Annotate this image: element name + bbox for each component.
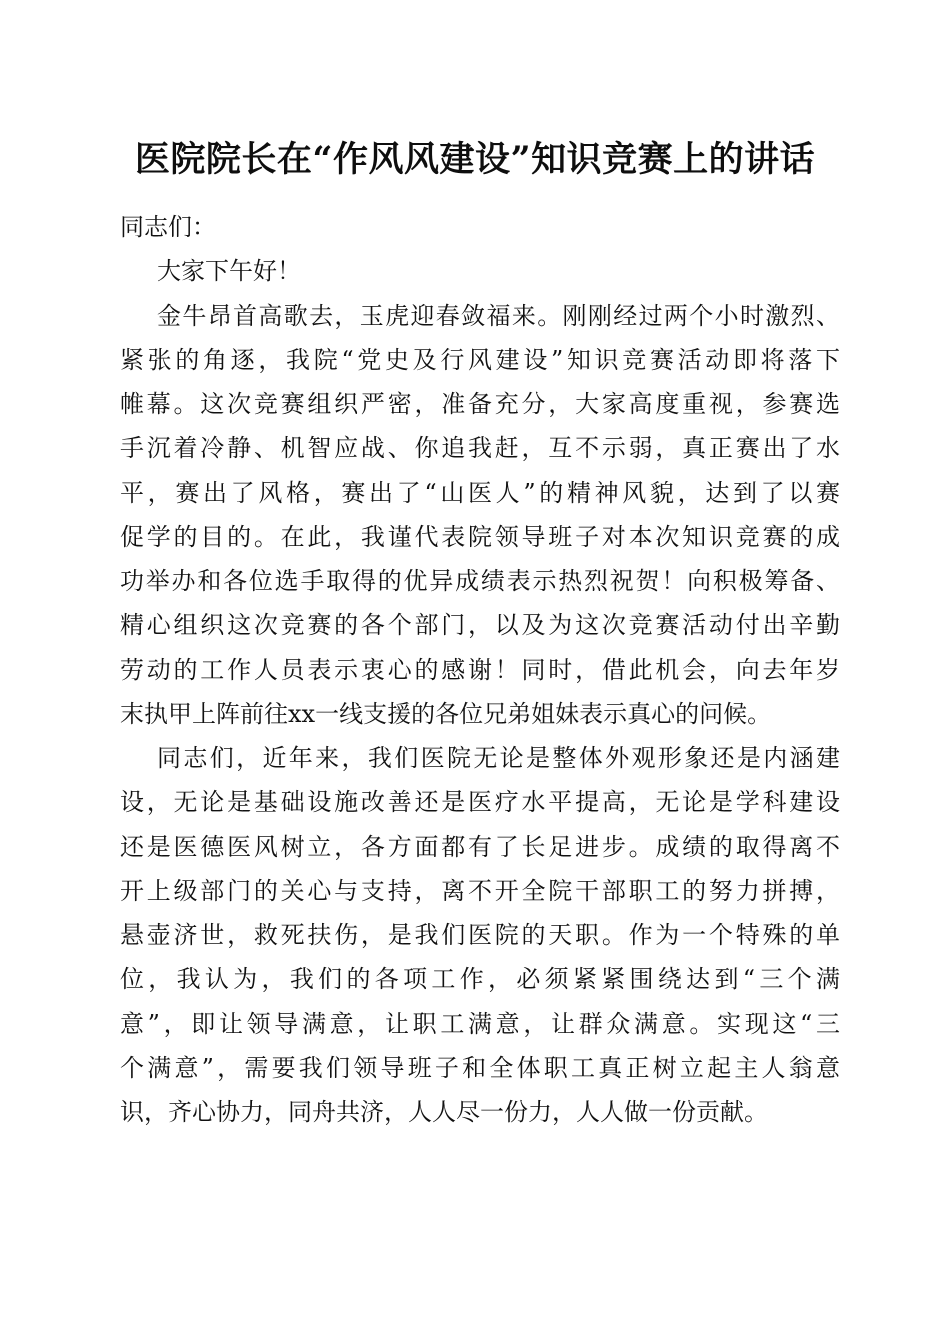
paragraph-2-line: 意”，即让领导满意，让职工满意，让群众满意。实现这“三 [120,1010,840,1038]
paragraph-1-line: 帷幕。这次竞赛组织严密，准备充分，大家高度重视，参赛选 [120,390,840,418]
document-title: 医院院长在“作风风建设”知识竞赛上的讲话 [134,139,816,180]
paragraph-2-line: 位，我认为，我们的各项工作，必须紧紧围绕达到“三个满 [120,965,840,993]
paragraph-2-line: 识，齐心协力，同舟共济，人人尽一份力，人人做一份贡献。 [120,1098,768,1126]
paragraph-2-line: 悬壶济世，救死扶伤，是我们医院的天职。作为一个特殊的单 [120,921,840,949]
paragraph-1-line: 平，赛出了风格，赛出了“山医人”的精神风貌，达到了以赛 [120,479,840,507]
paragraph-2-line: 同志们，近年来，我们医院无论是整体外观形象还是内涵建 [157,744,840,772]
paragraph-1-line: 紧张的角逐，我院“党史及行风建设”知识竞赛活动即将落下 [120,346,840,374]
paragraph-1-line: 精心组织这次竞赛的各个部门，以及为这次竞赛活动付出辛勤 [120,611,840,639]
paragraph-1-line: 末执甲上阵前往xx一线支援的各位兄弟姐妹表示真心的问候。 [120,700,772,728]
paragraph-1-line: 金牛昂首高歌去，玉虎迎春敛福来。刚刚经过两个小时激烈、 [157,302,840,330]
paragraph-1-line: 手沉着冷静、机智应战、你追我赶，互不示弱，真正赛出了水 [120,434,840,462]
paragraph-2-line: 开上级部门的关心与支持，离不开全院干部职工的努力拼搏， [120,877,840,905]
paragraph-2-line: 设，无论是基础设施改善还是医疗水平提高，无论是学科建设 [120,788,840,816]
greeting: 大家下午好！ [157,257,301,285]
paragraph-2-line: 个满意”，需要我们领导班子和全体职工真正树立起主人翁意 [120,1054,840,1082]
salutation: 同志们： [120,213,216,241]
paragraph-2-line: 还是医德医风树立，各方面都有了长足进步。成绩的取得离不 [120,833,840,861]
paragraph-1-line: 功举办和各位选手取得的优异成绩表示热烈祝贺！向积极筹备、 [120,567,840,595]
paragraph-1-line: 促学的目的。在此，我谨代表院领导班子对本次知识竞赛的成 [120,523,840,551]
paragraph-1-line: 劳动的工作人员表示衷心的感谢！同时，借此机会，向去年岁 [120,656,840,684]
